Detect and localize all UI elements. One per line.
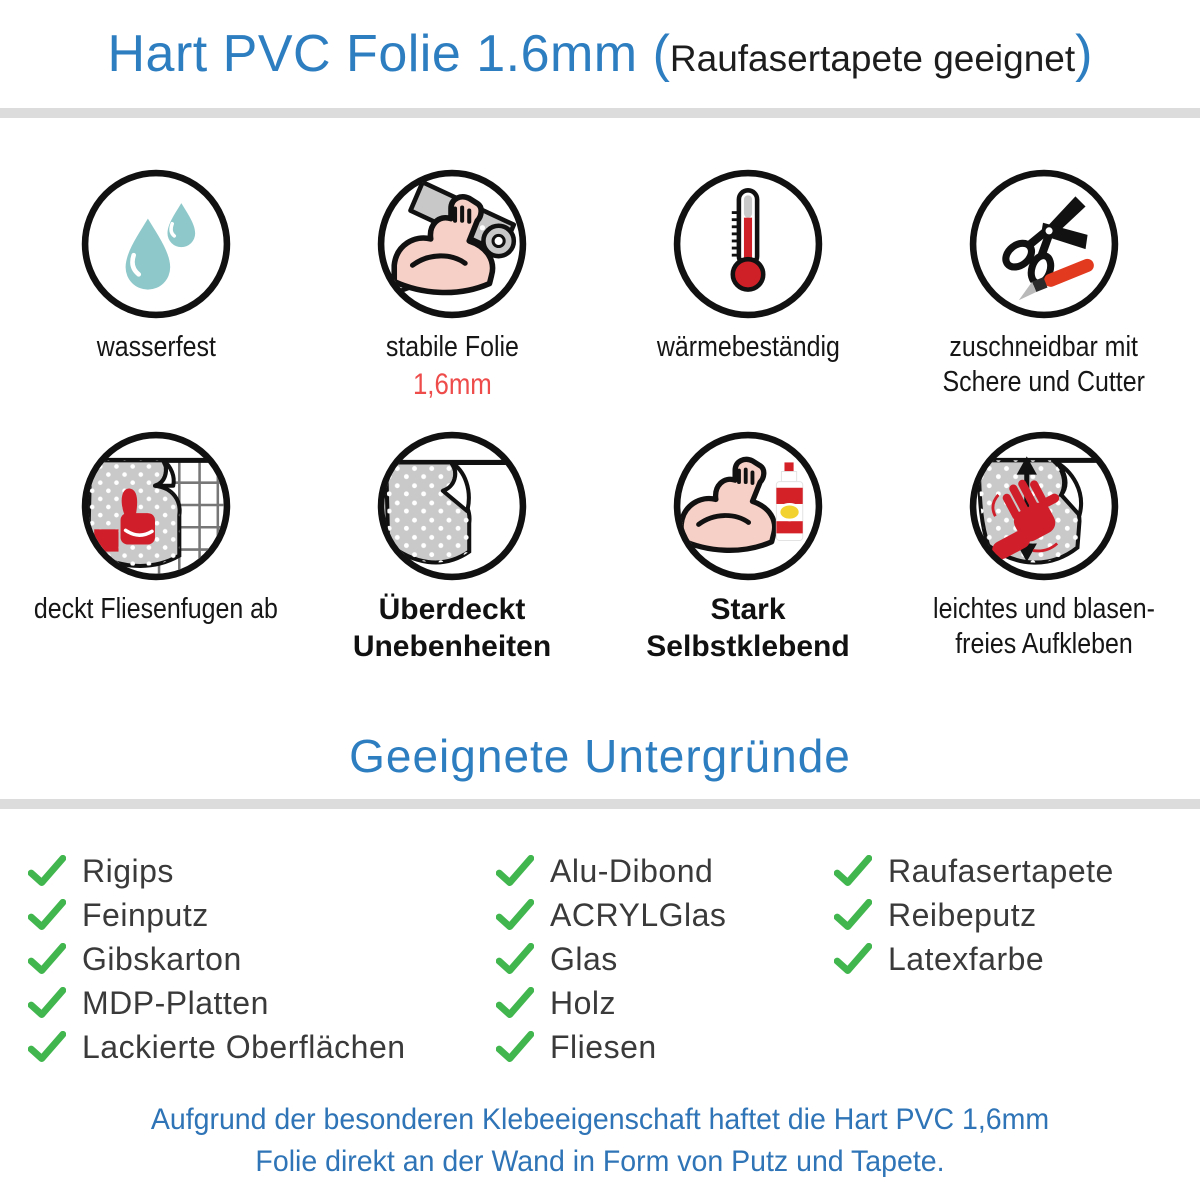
thumb-up-tiles-icon (80, 430, 232, 582)
list-item: Gibskarton (28, 937, 496, 981)
feature-cuttable (896, 168, 1192, 404)
list-item: Feinputz (28, 893, 496, 937)
paren-open: ( (652, 25, 670, 83)
list-item: Lackierte Oberflächen (28, 1025, 496, 1069)
paren-close: ) (1075, 25, 1093, 83)
feature-caption: deckt Fliesenfugen ab (33, 592, 279, 625)
check-icon (496, 1031, 534, 1063)
list-item: ACRYLGlas (496, 893, 834, 937)
list-item: MDP-Platten (28, 981, 496, 1025)
feature-stable-film (304, 168, 600, 404)
scissors-cutter-icon (968, 168, 1120, 320)
product-title: Hart PVC Folie 1.6mm (107, 25, 653, 83)
check-icon (28, 899, 66, 931)
feature-caption: wärmebeständig (656, 331, 840, 363)
feature-caption: stabile Folie 1,6mm (385, 330, 518, 404)
check-icon (28, 987, 66, 1019)
feature-caption: leichtes und blasen- freies Aufkleben (933, 592, 1155, 661)
divider-bar (0, 799, 1200, 809)
product-subtitle: Raufasertapete geeignet (669, 38, 1076, 79)
divider-bar (0, 108, 1200, 118)
check-icon (834, 855, 872, 887)
feature-bubble-free (896, 430, 1192, 665)
list-item: Rigips (28, 849, 496, 893)
check-icon (496, 943, 534, 975)
thermometer-icon (672, 168, 824, 320)
check-icon (28, 943, 66, 975)
list-item: Alu-Dibond (496, 849, 834, 893)
feature-caption: Stark Selbstklebend (646, 592, 850, 663)
check-icon (28, 1031, 66, 1063)
feature-caption: wasserfest (96, 331, 216, 363)
feature-self-adhesive (600, 430, 896, 665)
hand-smoothing-icon (968, 430, 1120, 582)
adhesive-note-line1: Aufgrund der besonderen Klebeeigenschaft haftet die Hart PVC 1,6mm (150, 1103, 1050, 1137)
check-icon (834, 943, 872, 975)
adhesive-note (30, 1099, 1170, 1182)
feature-heat-resistant (600, 168, 896, 404)
film-fold-icon (376, 430, 528, 582)
muscle-arm-film-icon (376, 168, 528, 320)
list-item: Glas (496, 937, 834, 981)
feature-caption: zuschneidbar mit Schere und Cutter (942, 331, 1146, 399)
thickness-value: 1,6mm (412, 368, 492, 402)
feature-covers-tile-joints (8, 430, 304, 665)
substrates-column-2 (496, 849, 834, 1069)
list-item: Reibeputz (834, 893, 1172, 937)
list-item: Raufasertapete (834, 849, 1172, 893)
feature-grid (0, 168, 1200, 665)
check-icon (28, 855, 66, 887)
water-drops-icon (80, 168, 232, 320)
substrates-column-3 (834, 849, 1172, 1069)
muscle-arm-glue-icon (672, 430, 824, 582)
substrates-heading: Geeignete Untergründe (349, 730, 851, 783)
check-icon (834, 899, 872, 931)
adhesive-note-line2: Folie direkt an der Wand in Form von Putz und Tapete. (255, 1144, 945, 1178)
check-icon (496, 855, 534, 887)
list-item: Holz (496, 981, 834, 1025)
feature-caption: Überdeckt Unebenheiten (352, 592, 552, 663)
list-item: Fliesen (496, 1025, 834, 1069)
list-item: Latexfarbe (834, 937, 1172, 981)
check-icon (496, 987, 534, 1019)
feature-covers-unevenness (304, 430, 600, 665)
substrates-list (0, 849, 1200, 1069)
substrates-column-1 (28, 849, 496, 1069)
feature-waterproof (8, 168, 304, 404)
check-icon (496, 899, 534, 931)
page-title (0, 0, 1200, 84)
